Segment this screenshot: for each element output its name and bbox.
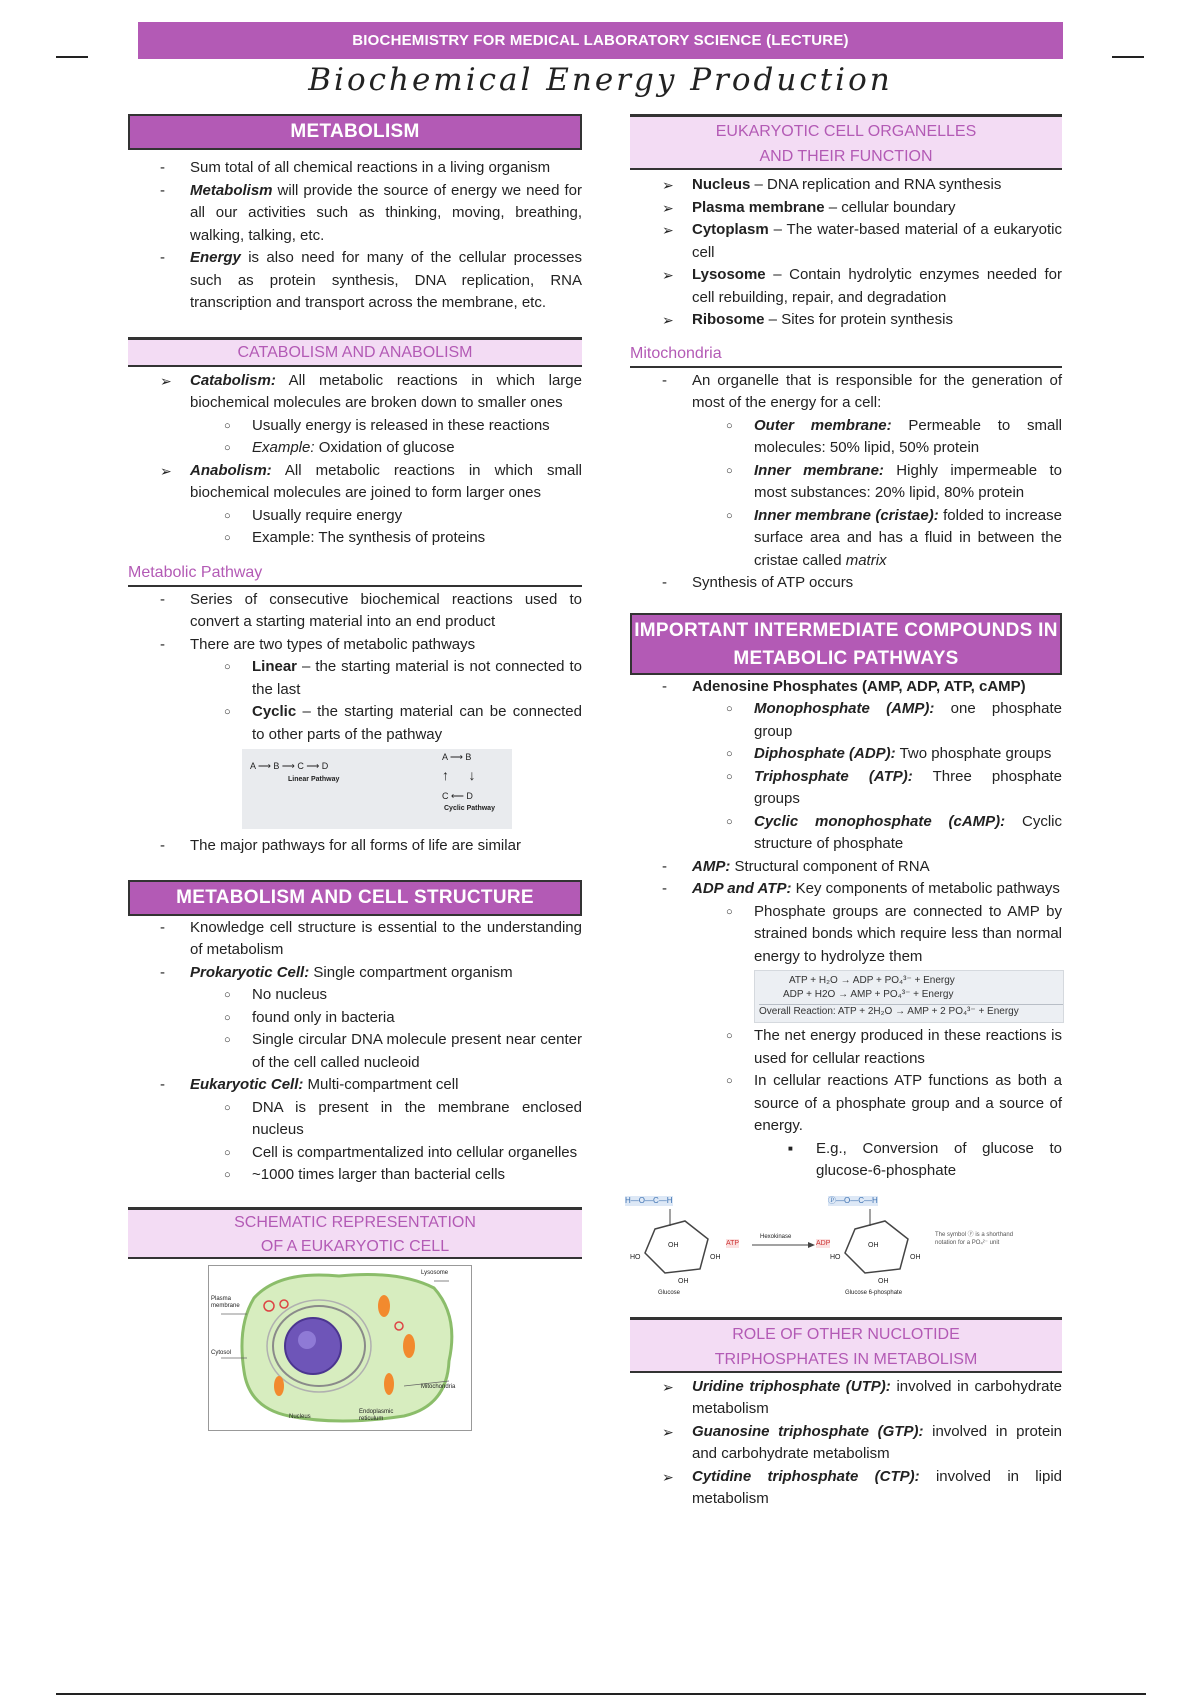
schematic-heading-line1: SCHEMATIC REPRESENTATION — [234, 1213, 476, 1231]
eukaryotic-cell-figure — [208, 1265, 472, 1431]
list-item: ○ Cyclic – the starting material can be connected to other parts of the pathway — [128, 701, 582, 746]
course-title: BIOCHEMISTRY FOR MEDICAL LABORATORY SCIENCE (LECTURE) — [352, 32, 849, 49]
cyclic-pathway-label: Cyclic Pathway — [444, 805, 495, 812]
list-item: ○ DNA is present in the membrane enclosed nucleus — [128, 1097, 582, 1142]
list-item: ○ found only in bacteria — [128, 1007, 582, 1030]
metabolic-pathway-list — [128, 589, 582, 747]
equation-2: ADP + H2O → AMP + PO₄³⁻ + Energy — [783, 989, 954, 1000]
schematic-heading — [128, 1207, 582, 1259]
oh-4: OH — [868, 1241, 879, 1249]
intermediates-heading — [630, 613, 1062, 675]
footer-rule — [56, 1693, 1146, 1695]
nucleotides-heading-line1: ROLE OF OTHER NUCLOTIDE — [732, 1325, 960, 1343]
margin-rule-right — [1112, 56, 1144, 58]
list-item: ➢ Nucleus – DNA replication and RNA synthesis — [630, 174, 1062, 197]
organelles-heading-line1: EUKARYOTIC CELL ORGANELLES — [715, 123, 977, 140]
mitochondria-list — [630, 370, 1062, 595]
list-item: ○ Usually require energy — [128, 505, 582, 528]
list-item: - Eukaryotic Cell: Multi-compartment cell — [128, 1074, 582, 1097]
g6p-group: Ⓟ—O—C—H — [828, 1195, 878, 1205]
list-item: ○ ~1000 times larger than bacterial cells — [128, 1164, 582, 1187]
course-title-bar — [138, 22, 1063, 59]
list-item: - Series of consecutive biochemical reactions used to convert a starting material into an end product — [128, 589, 582, 634]
list-item: ○ Example: The synthesis of proteins — [128, 527, 582, 550]
glucose-phosphorylation-figure — [610, 1191, 1040, 1301]
label-membrane: Plasma membrane — [211, 1295, 240, 1309]
list-item: ➢ Uridine triphosphate (UTP): involved in carbohydrate metabolism — [630, 1376, 1062, 1421]
metabolic-pathway-list-2 — [128, 835, 582, 858]
list-item: - AMP: Structural component of RNA — [630, 856, 1062, 879]
atp-label: ATP — [726, 1239, 740, 1247]
glucose-label: Glucose — [658, 1289, 681, 1296]
page-title: Biochemical Energy Production — [308, 62, 893, 98]
cell-illustration — [209, 1266, 471, 1430]
label-mitochondria: Mitochondria — [421, 1383, 456, 1390]
list-item: ➢ Lysosome – Contain hydrolytic enzymes needed for cell rebuilding, repair, and degradation — [630, 264, 1062, 309]
linear-pathway: A ⟶ B ⟶ C ⟶ D — [250, 761, 329, 771]
metabolic-pathway-heading: Metabolic Pathway — [128, 561, 582, 587]
list-item: ○ Diphosphate (ADP): Two phosphate groups — [630, 743, 1062, 766]
label-nucleus: Nucleus — [289, 1413, 311, 1420]
organelles-list — [630, 174, 1062, 332]
catabolism-anabolism-list — [128, 370, 582, 550]
list-item: ○ Usually energy is released in these reactions — [128, 415, 582, 438]
equation-1: ATP + H₂O → ADP + PO₄³⁻ + Energy — [789, 975, 955, 986]
list-item: - Metabolism will provide the source of energy we need for all our activities such as thinking, moving, breathing, walking, talking, etc. — [128, 180, 582, 248]
list-item: ➢ Catabolism: All metabolic reactions in which large biochemical molecules are broken down to smaller ones — [128, 370, 582, 415]
organelles-heading-line2: AND THEIR FUNCTION — [759, 148, 933, 165]
list-item: ➢ Cytoplasm – The water-based material of a eukaryotic cell — [630, 219, 1062, 264]
intermediates-list — [630, 676, 1062, 969]
cell-structure-list — [128, 917, 582, 1187]
intermediates-heading-line1: IMPORTANT INTERMEDIATE COMPOUNDS IN — [634, 619, 1058, 641]
cyclic-bottom: C ⟵ D — [442, 791, 473, 801]
margin-rule-left — [56, 56, 88, 58]
oh-6: OH — [878, 1277, 889, 1285]
list-item: - Knowledge cell structure is essential to the understanding of metabolism — [128, 917, 582, 962]
list-item: - There are two types of metabolic pathways — [128, 634, 582, 657]
cell-structure-heading: METABOLISM AND CELL STRUCTURE — [128, 880, 582, 916]
left-column — [128, 114, 582, 1431]
hexokinase-label: Hexokinase — [760, 1233, 792, 1240]
list-item: - An organelle that is responsible for the generation of most of the energy for a cell: — [630, 370, 1062, 415]
right-column — [625, 114, 1063, 1511]
cyclic-arrows: ↑ ↓ — [442, 767, 476, 783]
metabolism-list — [128, 157, 582, 315]
list-item: ○ In cellular reactions ATP functions as both a source of a phosphate group and a source of energy. — [630, 1070, 1062, 1138]
schematic-heading-line2: OF A EUKARYOTIC CELL — [260, 1237, 450, 1255]
cyclic-top: A ⟶ B — [442, 752, 472, 762]
organelles-heading — [630, 114, 1062, 170]
metabolism-heading: METABOLISM — [128, 114, 582, 150]
oh-3: OH — [678, 1277, 689, 1285]
list-item: - The major pathways for all forms of life are similar — [128, 835, 582, 858]
glucose-group: H—O—C—H — [625, 1195, 673, 1205]
label-er: Endoplasmic reticulum — [359, 1408, 394, 1422]
list-item: ○ Inner membrane: Highly impermeable to most substances: 20% lipid, 80% protein — [630, 460, 1062, 505]
list-item: - Energy is also need for many of the cellular processes such as protein synthesis, DNA replication, RNA transcription and transport across the membrane, etc. — [128, 247, 582, 315]
list-item: ○ Linear – the starting material is not connected to the last — [128, 656, 582, 701]
list-item: - ADP and ATP: Key components of metabolic pathways — [630, 878, 1062, 901]
list-item: ○ Cyclic monophosphate (cAMP): Cyclic structure of phosphate — [630, 811, 1062, 856]
equation-overall: Overall Reaction: ATP + 2H₂O → AMP + 2 PO₄³⁻ + Energy — [759, 1004, 1063, 1019]
list-item: ➢ Cytidine triphosphate (CTP): involved in lipid metabolism — [630, 1466, 1062, 1511]
ho-2: HO — [830, 1253, 841, 1261]
list-item: ○ The net energy produced in these reactions is used for cellular reactions — [630, 1025, 1062, 1070]
oh-1: OH — [668, 1241, 679, 1249]
adp-label: ADP — [816, 1239, 831, 1247]
catabolism-anabolism-heading: CATABOLISM AND ANABOLISM — [128, 337, 582, 367]
list-item: ○ Triphosphate (ATP): Three phosphate groups — [630, 766, 1062, 811]
pathway-diagram — [242, 749, 512, 829]
nucleotides-list — [630, 1376, 1062, 1511]
oh-5: OH — [910, 1253, 921, 1261]
intermediates-list-2 — [630, 1025, 1062, 1183]
label-cytosol: Cytosol — [211, 1349, 232, 1356]
g6p-label: Glucose 6-phosphate — [845, 1289, 903, 1296]
list-item: ○ Single circular DNA molecule present near center of the cell called nucleoid — [128, 1029, 582, 1074]
oh-2: OH — [710, 1253, 721, 1261]
list-item: ➢ Anabolism: All metabolic reactions in which small biochemical molecules are joined to form larger ones — [128, 460, 582, 505]
list-item: - Prokaryotic Cell: Single compartment organism — [128, 962, 582, 985]
list-item: ➢ Ribosome – Sites for protein synthesis — [630, 309, 1062, 332]
mitochondria-heading: Mitochondria — [630, 342, 1062, 368]
ho-1: HO — [630, 1253, 641, 1261]
list-item: - Adenosine Phosphates (AMP, ADP, ATP, cAMP) — [630, 676, 1062, 699]
label-lysosome: Lysosome — [421, 1269, 449, 1276]
list-item: ○ Cell is compartmentalized into cellular organelles — [128, 1142, 582, 1165]
list-item: ➢ Plasma membrane – cellular boundary — [630, 197, 1062, 220]
list-item: ➢ Guanosine triphosphate (GTP): involved in protein and carbohydrate metabolism — [630, 1421, 1062, 1466]
list-item: ■ E.g., Conversion of glucose to glucose-6-phosphate — [630, 1138, 1062, 1183]
intermediates-heading-line2: METABOLIC PATHWAYS — [733, 647, 959, 669]
nucleotides-heading-line2: TRIPHOSPHATES IN METABOLISM — [714, 1350, 978, 1368]
list-item: - Sum total of all chemical reactions in a living organism — [128, 157, 582, 180]
list-item: ○ Phosphate groups are connected to AMP by strained bonds which require less than normal energy to hydrolyze them — [630, 901, 1062, 969]
list-item: - Synthesis of ATP occurs — [630, 572, 1062, 595]
linear-pathway-label: Linear Pathway — [288, 776, 340, 783]
phosphate-note: The symbol Ⓟ is a shorthand notation for a PO₄²⁻ unit — [935, 1231, 1014, 1246]
list-item: ○ Inner membrane (cristae): folded to increase surface area and has a fluid in between the cristae called matrix — [630, 505, 1062, 573]
list-item: ○ Outer membrane: Permeable to small molecules: 50% lipid, 50% protein — [630, 415, 1062, 460]
list-item: ○ Monophosphate (AMP): one phosphate group — [630, 698, 1062, 743]
atp-equations — [754, 970, 1064, 1023]
nucleotides-heading — [630, 1317, 1062, 1373]
list-item: ○ No nucleus — [128, 984, 582, 1007]
list-item: ○ Example: Oxidation of glucose — [128, 437, 582, 460]
